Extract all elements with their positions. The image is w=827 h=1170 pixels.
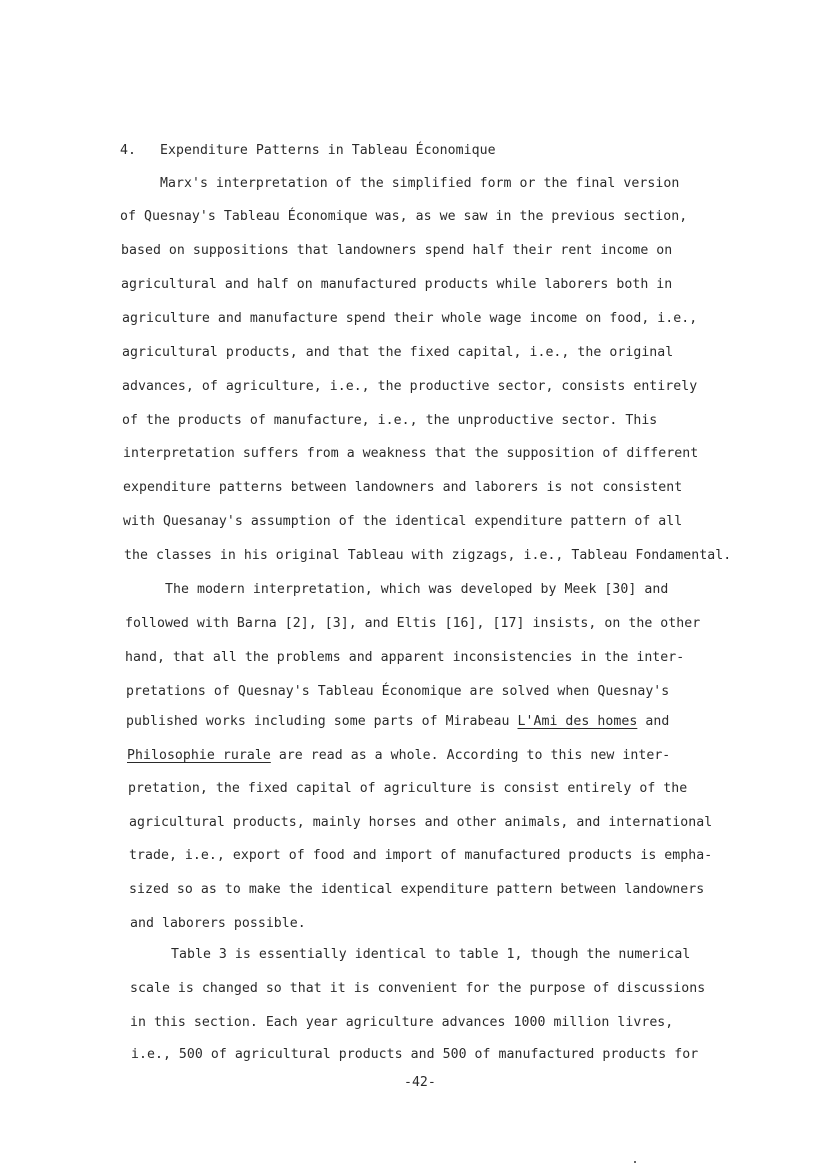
text-line: agricultural products, and that the fixed capital, i.e., the original — [122, 345, 674, 360]
text-line: agricultural products, mainly horses and other animals, and international — [129, 815, 713, 830]
text-line: of the products of manufacture, i.e., the unproductive sector. This — [122, 413, 658, 428]
text-segment: are read as a whole. According to this new inter- — [278, 748, 671, 763]
text-line: interpretation suffers from a weakness that the supposition of different — [123, 446, 699, 461]
text-line: The modern interpretation, which was developed by Meek [30] and — [165, 582, 669, 597]
text-line: the classes in his original Tableau with zigzags, i.e., Tableau Fondamental. — [124, 548, 732, 563]
page-number: -42- — [404, 1075, 436, 1090]
text-line: followed with Barna [2], [3], and Eltis [16], [17] insists, on the other — [125, 616, 701, 631]
text-line: i.e., 500 of agricultural products and 500 of manufactured products for — [131, 1047, 699, 1062]
book-title-lami-des-homes: L'Ami des homes — [517, 714, 638, 729]
text-line: sized so as to make the identical expenditure pattern between landowners — [129, 882, 705, 897]
text-line: expenditure patterns between landowners and laborers is not consistent — [123, 480, 683, 495]
text-line: based on suppositions that landowners spend half their rent income on — [121, 243, 673, 258]
book-title-philosophie-rurale: Philosophie rurale — [127, 748, 271, 763]
scan-speck — [634, 1161, 636, 1163]
text-line: in this section. Each year agriculture advances 1000 million livres, — [130, 1015, 674, 1030]
text-line: with Quesanay's assumption of the identical expenditure pattern of all — [123, 514, 683, 529]
text-segment: published works including some parts of Mirabeau — [126, 714, 510, 729]
text-line: scale is changed so that it is convenient for the purpose of discussions — [130, 981, 706, 996]
section-title: Expenditure Patterns in Tableau Économique — [160, 143, 496, 158]
section-number: 4. — [120, 143, 136, 158]
text-line: trade, i.e., export of food and import of manufactured products is empha- — [129, 848, 713, 863]
text-line: of Quesnay's Tableau Économique was, as we saw in the previous section, — [120, 209, 688, 224]
text-line: and laborers possible. — [130, 916, 306, 931]
text-line: agriculture and manufacture spend their whole wage income on food, i.e., — [122, 311, 698, 326]
text-line: hand, that all the problems and apparent inconsistencies in the inter- — [125, 650, 685, 665]
text-line: pretations of Quesnay's Tableau Économique are solved when Quesnay's — [126, 684, 670, 699]
text-line: Table 3 is essentially identical to table 1, though the numerical — [171, 947, 691, 962]
text-line: Marx's interpretation of the simplified form or the final version — [160, 176, 680, 191]
text-line: advances, of agriculture, i.e., the productive sector, consists entirely — [122, 379, 698, 394]
text-line — [126, 714, 669, 729]
text-segment: and — [645, 714, 670, 729]
text-line: pretation, the fixed capital of agriculture is consist entirely of the — [128, 781, 688, 796]
text-line: agricultural and half on manufactured products while laborers both in — [121, 277, 673, 292]
text-line — [127, 748, 670, 763]
section-heading — [120, 143, 496, 158]
